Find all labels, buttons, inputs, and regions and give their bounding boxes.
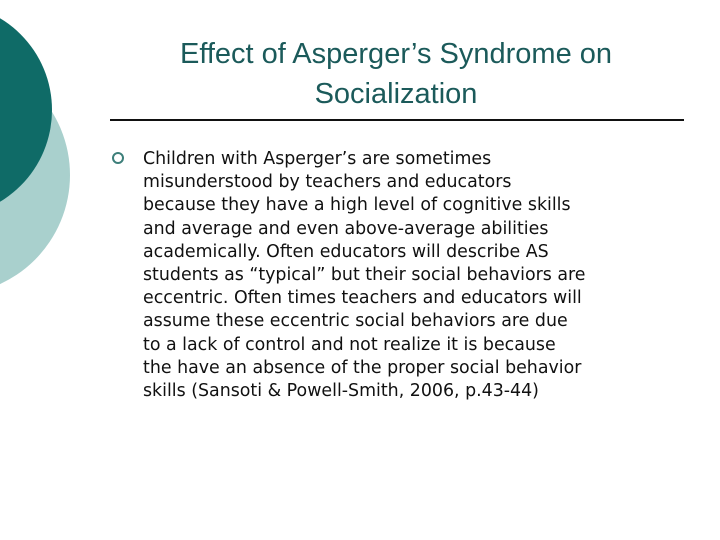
- bullet-circle-icon: [112, 152, 124, 164]
- slide-title: Effect of Asperger’s Syndrome on Socialization: [179, 38, 613, 110]
- bullet-text: Children with Asperger’s are sometimes misunderstood by teachers and educators because they have a high level of cognitive skills and average and even above-average abilities academically. Often educators will describe AS students as “typical” but their social behaviors are eccentric. Often times teachers and educators will assume these eccentric social behaviors are due to a lack of control and not realize it is because the have an absence of the proper social behavior skills (Sansoti & Powell-Smith, 2006, p.43-44): [143, 149, 586, 402]
- title-divider: [110, 119, 684, 121]
- decorative-teal-circles: [0, 0, 120, 300]
